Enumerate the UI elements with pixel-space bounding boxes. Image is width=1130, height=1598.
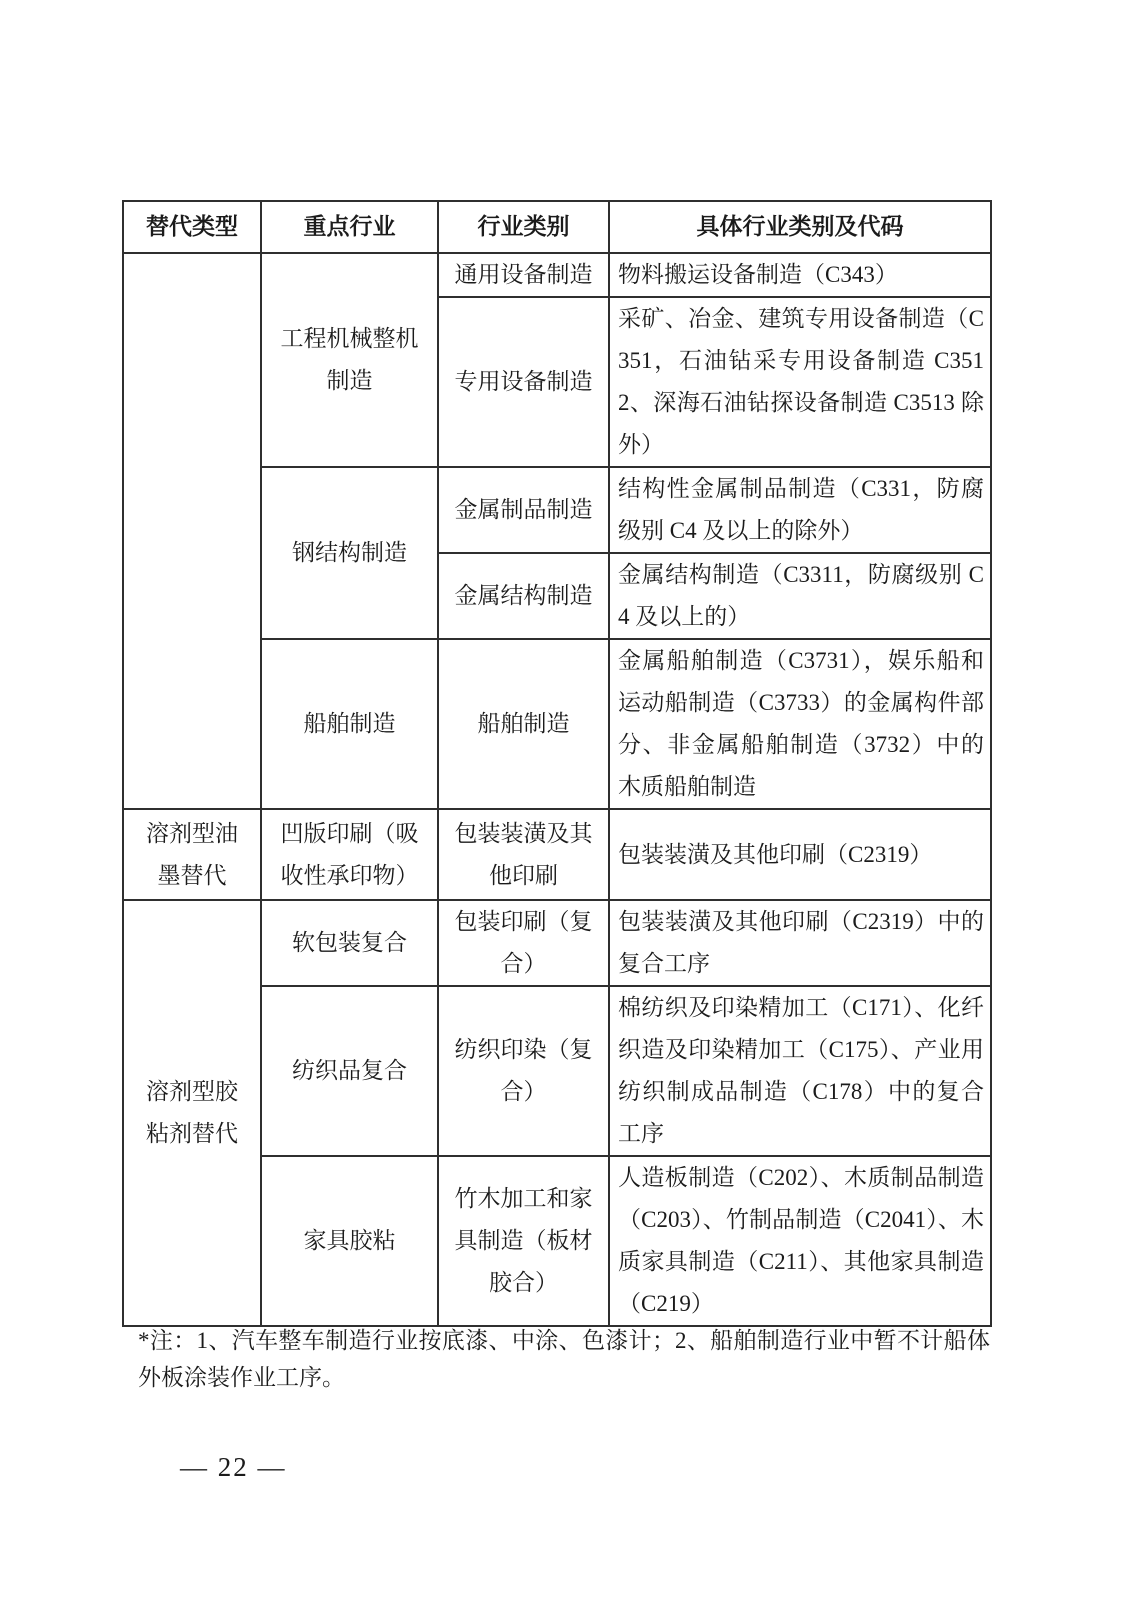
cell-specific-mining-metallurgy: 采矿、冶金、建筑专用设备制造（C351，石油钻采专用设备制造 C3512、深海石油钻探设备制造 C3513 除外） [609,297,991,467]
cell-specific-wood-products: 人造板制造（C202）、木质制品制造（C203）、竹制品制造（C2041）、木质家具制造（C211）、其他家具制造（C219） [609,1156,991,1326]
table-row [123,900,991,986]
cell-specific-packaging-lamination: 包装装潢及其他印刷（C2319）中的复合工序 [609,900,991,986]
header-specific-category: 具体行业类别及代码 [609,201,991,253]
cell-category-special-equipment: 专用设备制造 [438,297,609,467]
cell-specific-metal-structure: 金属结构制造（C3311，防腐级别 C4 及以上的） [609,553,991,639]
cell-category-metal-structure: 金属结构制造 [438,553,609,639]
cell-category-wood-furniture: 竹木加工和家具制造（板材胶合） [438,1156,609,1326]
cell-key-industry-steel-structure: 钢结构制造 [261,467,438,639]
header-substitution-type: 替代类型 [123,201,261,253]
cell-specific-metal-ship: 金属船舶制造（C3731），娱乐船和运动船制造（C3733）的金属构件部分、非金属船舶制造（3732）中的木质船舶制造 [609,639,991,809]
cell-substitution-type-blank [123,253,261,809]
cell-key-industry-textile-lamination: 纺织品复合 [261,986,438,1156]
page-number: — 22 — [180,1452,287,1482]
cell-key-industry-engineering-machinery: 工程机械整机制造 [261,253,438,467]
cell-category-metal-products: 金属制品制造 [438,467,609,553]
cell-specific-textile: 棉纺织及印染精加工（C171）、化纤织造及印染精加工（C175）、产业用纺织制成品制造（C178）中的复合工序 [609,986,991,1156]
cell-substitution-type-solvent-adhesive: 溶剂型胶粘剂替代 [123,900,261,1326]
cell-category-textile-dyeing: 纺织印染（复合） [438,986,609,1156]
cell-category-shipbuilding: 船舶制造 [438,639,609,809]
cell-substitution-type-solvent-ink: 溶剂型油墨替代 [123,809,261,900]
cell-key-industry-furniture-gluing: 家具胶粘 [261,1156,438,1326]
industry-substitution-table [122,200,992,1327]
cell-specific-structural-metal: 结构性金属制品制造（C331，防腐级别 C4 及以上的除外） [609,467,991,553]
table-header-row [123,201,991,253]
header-key-industry: 重点行业 [261,201,438,253]
footnote: *注：1、汽车整车制造行业按底漆、中涂、色漆计；2、船舶制造行业中暂不计船体外板涂装作业工序。 [138,1328,990,1390]
cell-specific-material-handling: 物料搬运设备制造（C343） [609,253,991,297]
header-industry-category: 行业类别 [438,201,609,253]
cell-key-industry-gravure-printing: 凹版印刷（吸收性承印物） [261,809,438,900]
cell-key-industry-shipbuilding: 船舶制造 [261,639,438,809]
table-row [123,253,991,297]
cell-category-packaging-lamination: 包装印刷（复合） [438,900,609,986]
cell-specific-packaging-printing: 包装装潢及其他印刷（C2319） [609,809,991,900]
cell-category-packaging-printing: 包装装潢及其他印刷 [438,809,609,900]
cell-key-industry-soft-packaging: 软包装复合 [261,900,438,986]
cell-category-general-equipment: 通用设备制造 [438,253,609,297]
table-row [123,809,991,900]
